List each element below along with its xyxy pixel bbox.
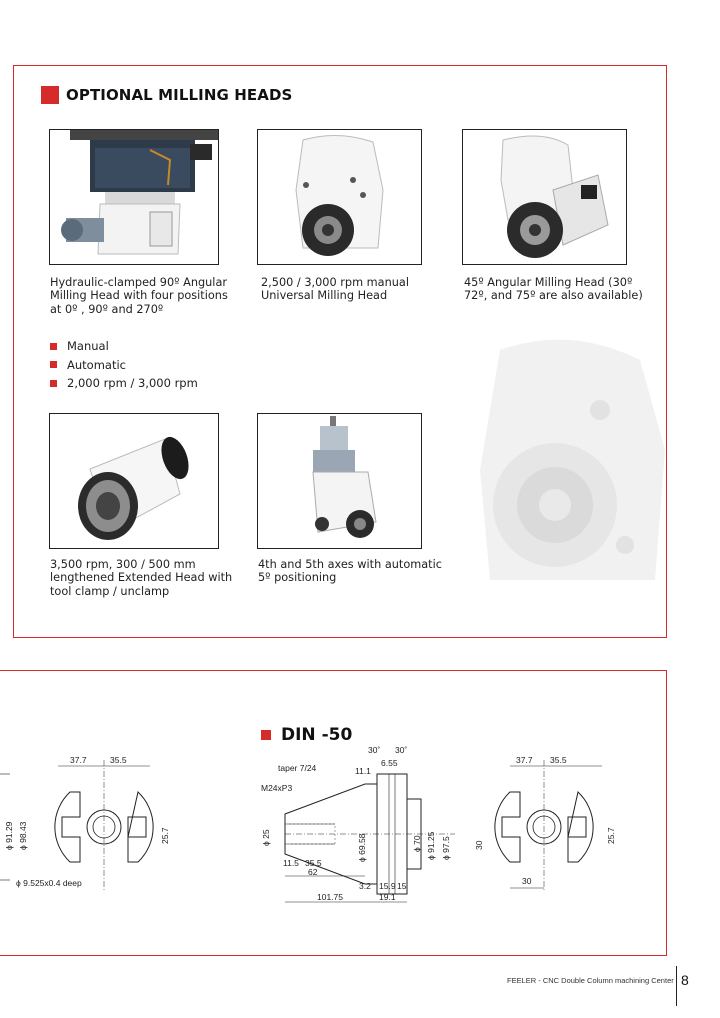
dim-label: ϕ 25 bbox=[261, 829, 271, 846]
caption-angular-head bbox=[50, 276, 228, 316]
dim-label: 30˚ bbox=[368, 745, 381, 755]
din-left-drawing bbox=[0, 752, 175, 902]
dim-label: 30 bbox=[474, 840, 484, 850]
din-title-text: DIN -50 bbox=[281, 725, 353, 745]
dim-label: 30 bbox=[522, 876, 532, 886]
dim-label: 37.7 bbox=[70, 755, 87, 765]
bullet-icon bbox=[50, 380, 57, 387]
list-item-text: 2,000 rpm / 3,000 rpm bbox=[67, 376, 198, 390]
dim-label: ϕ 70 bbox=[412, 835, 422, 852]
photo-extended-head bbox=[49, 413, 219, 549]
options-list bbox=[50, 337, 198, 393]
dim-label: ϕ 9.525x0.4 deep bbox=[16, 878, 82, 888]
din-right-drawing bbox=[470, 752, 650, 902]
dim-label: M24xP3 bbox=[261, 783, 293, 793]
dim-label: taper 7/24 bbox=[278, 763, 317, 773]
footer-text: FEELER - CNC Double Column machining Center bbox=[507, 976, 674, 985]
section-heading bbox=[41, 86, 292, 104]
caption-line: 45º Angular Milling Head (30º bbox=[464, 276, 633, 289]
page-number: 8 bbox=[681, 972, 689, 988]
photo-angular-head bbox=[49, 129, 219, 265]
caption-line: at 0º , 90º and 270º bbox=[50, 302, 164, 316]
dim-label: 19.1 bbox=[379, 892, 396, 902]
dim-label: ϕ 97.5 bbox=[441, 836, 451, 860]
caption-line: 3,500 rpm, 300 / 500 mm bbox=[50, 558, 196, 571]
caption-line: lengthened Extended Head with bbox=[50, 571, 233, 585]
dim-label: 30˚ bbox=[395, 745, 408, 755]
caption-45-angular-head bbox=[464, 276, 643, 303]
caption-line: 5º positioning bbox=[258, 571, 337, 585]
dim-label: 11.5 bbox=[283, 858, 299, 868]
dim-label: ϕ 98.43 bbox=[18, 821, 28, 850]
caption-line: Hydraulic-clamped 90º Angular bbox=[50, 276, 228, 289]
photo-5-axis-head bbox=[257, 413, 422, 549]
list-item bbox=[50, 356, 198, 375]
dim-label: 35.5 bbox=[550, 755, 567, 765]
dim-label: 101.75 bbox=[317, 892, 343, 902]
bullet-icon bbox=[50, 343, 57, 350]
list-item bbox=[50, 337, 198, 356]
dim-label: 62 bbox=[308, 867, 318, 877]
caption-line: Universal Milling Head bbox=[261, 289, 388, 303]
dim-label: ϕ 91.25 bbox=[426, 831, 436, 860]
dim-label: 11.1 bbox=[355, 766, 371, 776]
dim-label: 15.9 bbox=[379, 881, 396, 891]
dim-label: 35.5 bbox=[110, 755, 127, 765]
din-center-drawing bbox=[255, 744, 460, 909]
caption-universal-head bbox=[261, 276, 409, 303]
dim-label: 15 bbox=[397, 881, 407, 891]
list-item bbox=[50, 374, 198, 393]
bullet-icon bbox=[50, 361, 57, 368]
heading-marker-icon bbox=[41, 86, 59, 104]
section-title-text: OPTIONAL MILLING HEADS bbox=[66, 86, 293, 104]
caption-line: 72º, and 75º are also available) bbox=[464, 289, 643, 303]
dim-label: 25.7 bbox=[160, 827, 170, 844]
dim-label: 6.55 bbox=[381, 758, 398, 768]
caption-extended-head bbox=[50, 558, 232, 598]
din-marker-icon bbox=[261, 730, 271, 740]
caption-line: Milling Head with four positions bbox=[50, 289, 228, 303]
dim-label: 3.2 bbox=[359, 881, 371, 891]
dim-label: 35.5 bbox=[305, 858, 322, 868]
footer-divider bbox=[676, 966, 677, 1006]
caption-line: 2,500 / 3,000 rpm manual bbox=[261, 276, 409, 289]
background-head-illustration bbox=[470, 330, 670, 590]
photo-universal-head bbox=[257, 129, 422, 265]
caption-line: 4th and 5th axes with automatic bbox=[258, 558, 442, 571]
dim-label: ϕ 69.58 bbox=[357, 833, 367, 862]
photo-45-angular-head bbox=[462, 129, 627, 265]
dim-label: ϕ 91.29 bbox=[4, 821, 14, 850]
dim-label: 37.7 bbox=[516, 755, 533, 765]
caption-line: tool clamp / unclamp bbox=[50, 584, 170, 598]
list-item-text: Automatic bbox=[67, 357, 126, 372]
din-heading bbox=[261, 725, 352, 745]
dim-label: 25.7 bbox=[606, 827, 616, 844]
list-item-text: Manual bbox=[67, 339, 109, 353]
caption-5-axis-head bbox=[258, 558, 442, 585]
